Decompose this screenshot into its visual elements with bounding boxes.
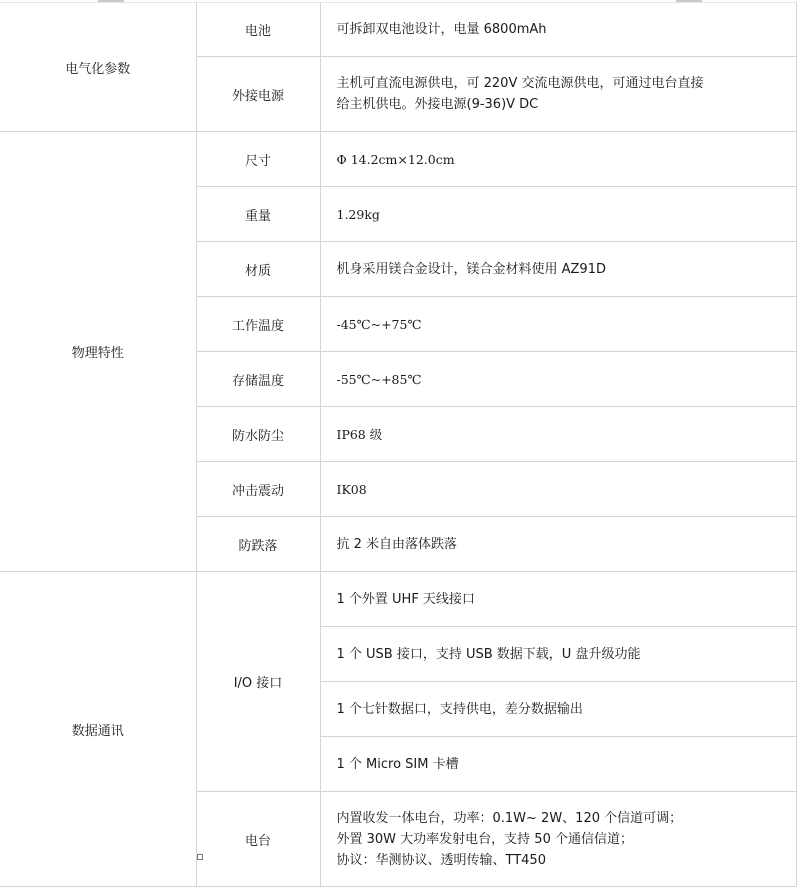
param-value: -45℃~+75℃ [320,297,797,352]
param-name: 尺寸 [196,132,320,187]
category-electrical: 电气化参数 [0,3,196,132]
param-value [320,792,797,887]
param-name: 外接电源 [196,57,320,132]
category-physical: 物理特性 [0,132,196,572]
param-value: 1 个七针数据口，支持供电，差分数据输出 [320,682,797,737]
param-name: 防跌落 [196,517,320,572]
table-row [0,3,797,57]
param-value: 可拆卸双电池设计，电量 6800mAh [320,3,797,57]
param-value: IK08 [320,462,797,517]
param-value: 抗 2 米自由落体跌落 [320,517,797,572]
param-name: 电池 [196,3,320,57]
param-name: 存储温度 [196,352,320,407]
param-name: 材质 [196,242,320,297]
param-name: 防水防尘 [196,407,320,462]
param-value: Φ 14.2cm×12.0cm [320,132,797,187]
value-line: 内置收发一体电台，功率：0.1W~ 2W、120 个信道可调； [336,810,683,826]
value-line: 协议：华测协议、透明传输、TT450 [336,852,546,868]
table-row [0,572,797,627]
param-name: I/O 接口 [196,572,320,792]
param-value: 1 个外置 UHF 天线接口 [320,572,797,627]
param-value: IP68 级 [320,407,797,462]
cell-resize-handle[interactable] [197,854,203,860]
category-data-comm: 数据通讯 [0,572,196,887]
param-name: 重量 [196,187,320,242]
param-name: 冲击震动 [196,462,320,517]
param-value: 1 个 USB 接口，支持 USB 数据下载，U 盘升级功能 [320,627,797,682]
table-row [0,132,797,187]
param-value [320,57,797,132]
param-value: -55℃~+85℃ [320,352,797,407]
param-value: 机身采用镁合金设计，镁合金材料使用 AZ91D [320,242,797,297]
spec-table [0,2,797,887]
param-name: 电台 [196,792,320,887]
param-value-text: 主机可直流电源供电，可 220V 交流电源供电，可通过电台直接给主机供电。外接电源(9-36)V DC [336,76,704,112]
value-line: 外置 30W 大功率发射电台，支持 50 个通信信道； [336,831,633,847]
param-name: 工作温度 [196,297,320,352]
param-value: 1.29kg [320,187,797,242]
param-value: 1 个 Micro SIM 卡槽 [320,737,797,792]
